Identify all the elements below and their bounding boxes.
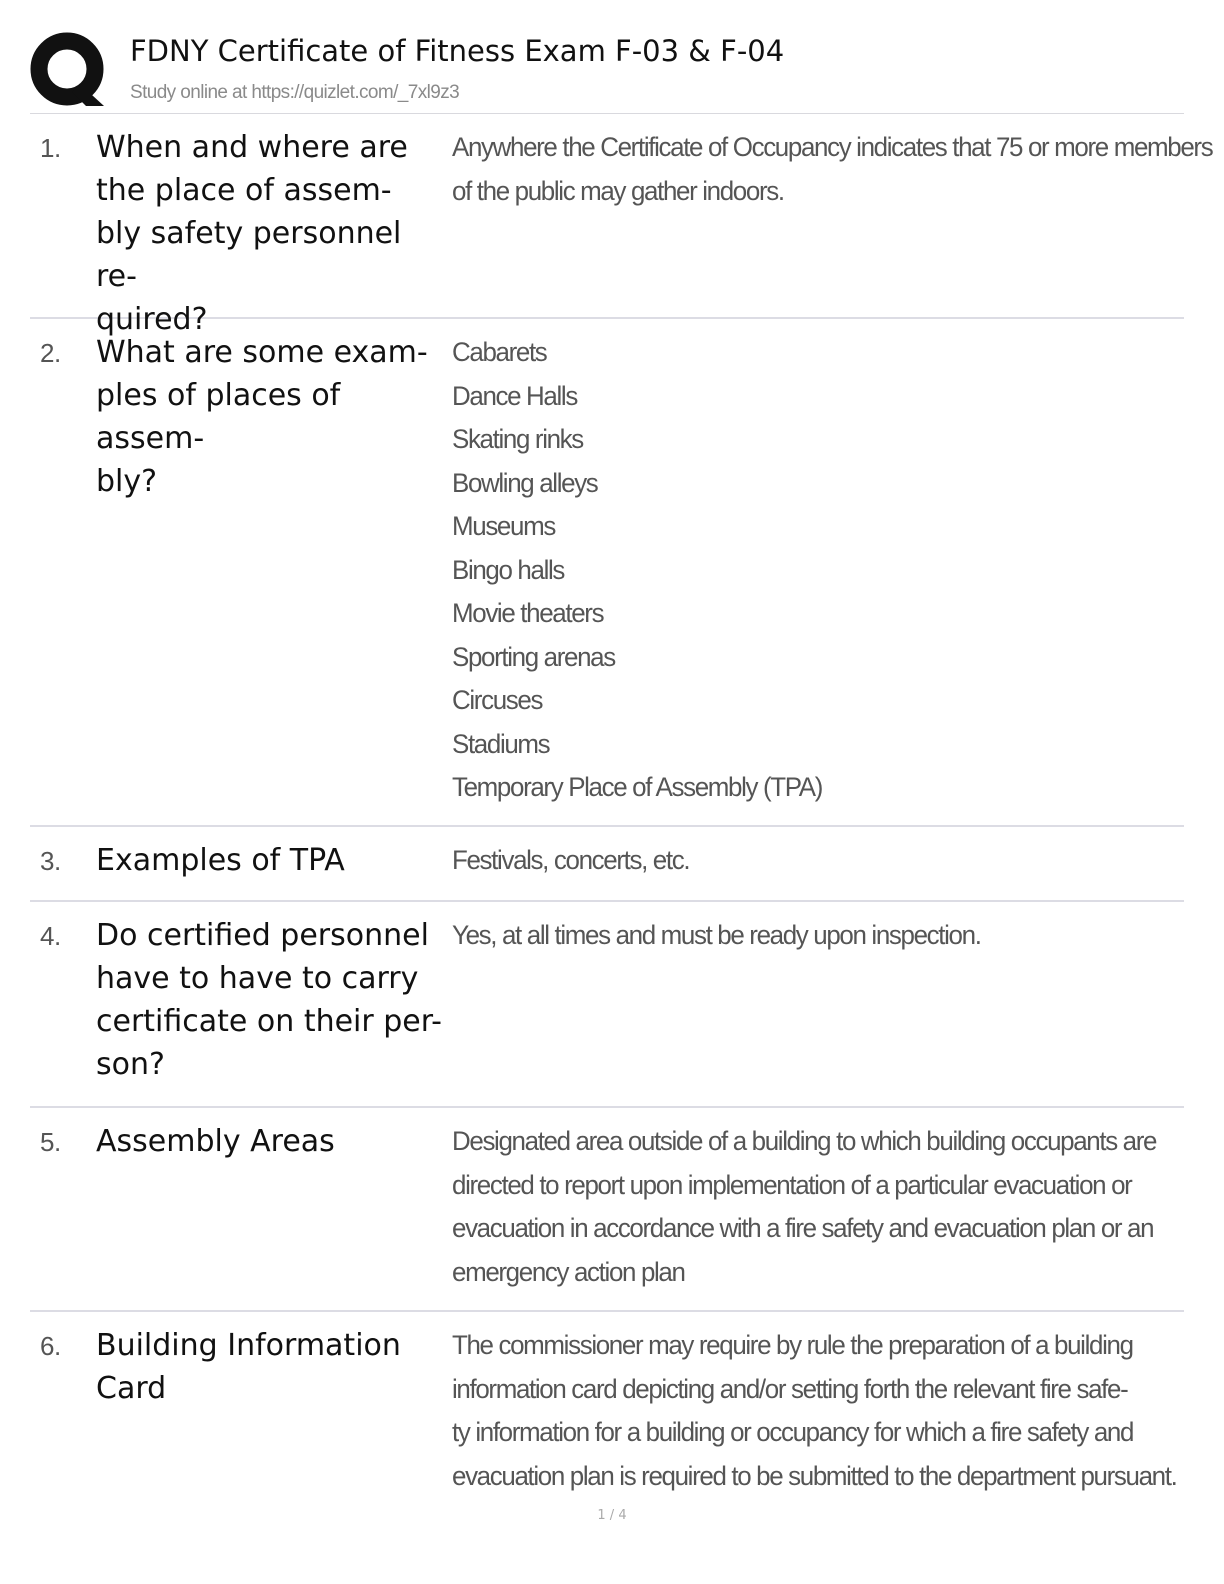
term-line: have to have to carry <box>96 961 419 996</box>
term-line: son? <box>96 1047 165 1082</box>
card-definition <box>452 1324 1177 1498</box>
term-line: ples of places of assem- <box>96 378 341 456</box>
study-online-link[interactable]: Study online at https://quizlet.com/_7xl9z3 <box>130 82 460 103</box>
definition-line: ty information for a building or occupancy for which a fire safety and <box>452 1417 1134 1447</box>
definition-line: evacuation in accordance with a fire safety and evacuation plan or an <box>452 1213 1154 1243</box>
definition-line: Museums <box>452 511 555 541</box>
card-definition <box>452 839 1158 883</box>
card-number: 3. <box>40 846 61 876</box>
card-definition <box>452 331 1158 810</box>
definition-line: emergency action plan <box>452 1256 685 1287</box>
card-number: 2. <box>40 338 61 368</box>
term-line: quired? <box>96 302 208 337</box>
flashcard-row <box>30 319 1184 827</box>
page-header <box>30 28 1184 114</box>
quizlet-logo-icon[interactable] <box>30 32 108 110</box>
term-line: What are some exam- <box>96 335 428 370</box>
term-line: bly? <box>96 464 158 499</box>
flashcard-row <box>30 114 1213 337</box>
term-line: When and where are <box>96 130 408 165</box>
term-line: Do certified personnel <box>96 918 429 953</box>
definition-line: of the public may gather indoors. <box>452 175 784 206</box>
card-definition <box>452 914 1158 958</box>
card-term <box>96 914 448 1086</box>
flashcard-row <box>30 902 1184 1108</box>
flashcard-row <box>30 827 1184 902</box>
definition-line: Bingo halls <box>452 554 565 585</box>
term-line: certificate on their per- <box>96 1004 442 1039</box>
definition-line: Sporting arenas <box>452 641 615 672</box>
term-line: Examples of TPA <box>96 843 345 878</box>
document-title: FDNY Certificate of Fitness Exam F-03 & F-04 <box>130 34 785 68</box>
definition-line: Designated area outside of a building to which building occupants are <box>452 1126 1157 1156</box>
card-term <box>96 331 448 503</box>
flashcard-row <box>30 1108 1184 1312</box>
definition-line: evacuation plan is required to be submitted to the department pursuant. <box>452 1460 1177 1491</box>
definition-line: The commissioner may require by rule the preparation of a building <box>452 1330 1133 1360</box>
definition-line: Bowling alleys <box>452 467 598 498</box>
definition-line: directed to report upon implementation of a particular evacuation or <box>452 1169 1132 1200</box>
definition-line: Yes, at all times and must be ready upon inspection. <box>452 920 981 950</box>
card-term <box>96 839 448 882</box>
card-term <box>96 1324 448 1410</box>
card-term <box>96 126 448 341</box>
card-number: 4. <box>40 921 61 951</box>
definition-line: Anywhere the Certificate of Occupancy indicates that 75 or more members <box>452 132 1213 162</box>
definition-line: Movie theaters <box>452 598 604 628</box>
definition-line: Circuses <box>452 685 543 715</box>
definition-line: Dance Halls <box>452 380 577 411</box>
card-definition <box>452 1120 1158 1294</box>
definition-line: Festivals, concerts, etc. <box>452 845 690 875</box>
definition-line: Temporary Place of Assembly (TPA) <box>452 772 823 802</box>
definition-line: Stadiums <box>452 728 550 759</box>
definition-line: Cabarets <box>452 337 547 367</box>
page-indicator: 1 / 4 <box>597 1508 627 1523</box>
card-number: 6. <box>40 1331 61 1361</box>
card-number: 5. <box>40 1127 61 1157</box>
definition-line: Skating rinks <box>452 424 583 454</box>
term-line: Card <box>96 1371 167 1406</box>
term-line: Building Information <box>96 1328 401 1363</box>
term-line: the place of assem- <box>96 173 392 208</box>
term-line: bly safety personnel re- <box>96 216 402 294</box>
card-term <box>96 1120 448 1163</box>
card-number: 1. <box>40 133 61 163</box>
flashcard-row <box>30 1312 1184 1502</box>
card-definition <box>452 126 1213 213</box>
term-line: Assembly Areas <box>96 1124 335 1159</box>
flashcard-list <box>30 114 1213 1502</box>
definition-line: information card depicting and/or setting forth the relevant fire safe- <box>452 1373 1128 1404</box>
